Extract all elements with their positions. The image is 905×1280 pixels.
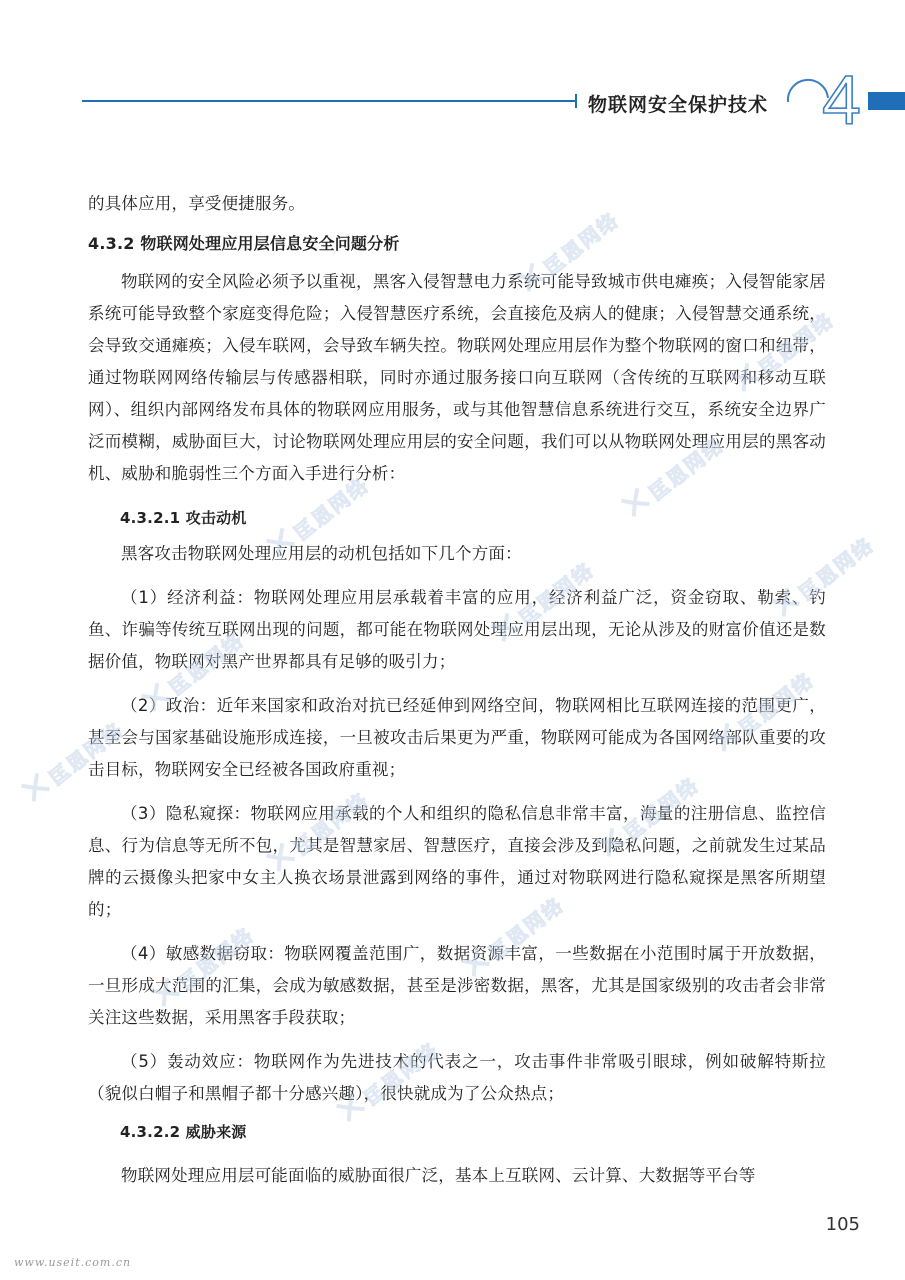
watermark-text: 匡恩网络: [164, 627, 249, 701]
watermark-text: 匡恩网络: [539, 207, 624, 281]
motive-item-1: （1）经济利益：物联网处理应用层承载着丰富的应用，经济利益广泛，资金窃取、勒索、钓鱼、诈骗等传统互联网出现的问题，都可能在物联网处理应用层出现，无论从涉及的财富价值还是数据价值，物联网对黑产世界都具有足够的吸引力；: [88, 588, 826, 671]
header-title: 物联网安全保护技术: [588, 94, 769, 116]
subsection-heading-4-3-2-2: 4.3.2.2 威胁来源: [120, 1123, 247, 1141]
section-heading-4-3-2: 4.3.2 物联网处理应用层信息安全问题分析: [88, 234, 400, 253]
watermark-text: 匡恩网络: [619, 772, 704, 846]
chapter-number: 4: [822, 61, 861, 130]
watermark-text: 匡恩网络: [289, 472, 374, 546]
intro-paragraph: 的具体应用，享受便捷服务。: [88, 194, 306, 213]
watermark-text: 匡恩网络: [754, 307, 839, 381]
subsection-heading-4-3-2-1: 4.3.2.1 攻击动机: [120, 509, 247, 527]
threats-paragraph: 物联网处理应用层可能面临的威胁面很广泛，基本上互联网、云计算、大数据等平台等: [121, 1166, 756, 1185]
motive-item-5: （5）轰动效应：物联网作为先进技术的代表之一，攻击事件非常吸引眼球，例如破解特斯拉（貌似白帽子和黑帽子都十分感兴趣），很快就成为了公众热点；: [88, 1052, 826, 1103]
watermark-text: 匡恩网络: [174, 922, 259, 996]
motive-item-2: （2）政治：近年来国家和政治对抗已经延伸到网络空间，物联网相比互联网连接的范围更广，甚至会与国家基础设施形成连接，一旦被攻击后果更为严重，物联网可能成为各国网络部队重要的攻击目标，物联网安全已经被各国政府重视；: [88, 696, 826, 779]
watermark-text: 匡恩网络: [514, 557, 599, 631]
page-number: 105: [825, 1214, 860, 1235]
chapter-number-graphic: [782, 58, 864, 130]
motives-intro-paragraph: 黑客攻击物联网处理应用层的动机包括如下几个方面：: [121, 544, 522, 563]
watermark-text: 匡恩网络: [289, 787, 374, 861]
watermark-logo-icon: [17, 769, 53, 805]
header-rule-tick: [575, 94, 577, 108]
header-accent-block: [868, 92, 905, 110]
site-url: www.useit.com.cn: [14, 1256, 132, 1269]
page-body: [88, 188, 826, 1192]
motive-item-4: （4）敏感数据窃取：物联网覆盖范围广，数据资源丰富，一些数据在小范围时属于开放数据，一旦形成大范围的汇集，会成为敏感数据，甚至是涉密数据，黑客，尤其是国家级别的攻击者会非常关注这些数据，采用黑客手段获取；: [88, 944, 826, 1027]
watermark-text: 匡恩网络: [734, 667, 819, 741]
header-rule: [82, 100, 577, 102]
watermark-text: 匡恩网络: [44, 717, 129, 791]
motive-item-3: （3）隐私窥探：物联网应用承载的个人和组织的隐私信息非常丰富，海量的注册信息、监控信息、行为信息等无所不包，尤其是智慧家居、智慧医疗，直接会涉及到隐私问题，之前就发生过某品牌的云摄像头把家中女主人换衣场景泄露到网络的事件，通过对物联网进行隐私窥探是黑客所期望的；: [88, 804, 826, 919]
section-paragraph-4-3-2: 物联网的安全风险必须予以重视，黑客入侵智慧电力系统可能导致城市供电瘫痪；入侵智能家居系统可能导致整个家庭变得危险；入侵智慧医疗系统，会直接危及病人的健康；入侵智慧交通系统，会导致交通瘫痪；入侵车联网，会导致车辆失控。物联网处理应用层作为整个物联网的窗口和纽带，通过物联网网络传输层与传感器相联，同时亦通过服务接口向互联网（含传统的互联网和移动互联网）、组织内部网络发布具体的物联网应用服务，或与其他智慧信息系统进行交互，系统安全边界广泛而模糊，威胁面巨大，讨论物联网处理应用层的安全问题，我们可以从物联网处理应用层的黑客动机、威胁和脆弱性三个方面入手进行分析：: [88, 272, 826, 483]
watermark-text: 匡恩网络: [484, 892, 569, 966]
watermark-text: 匡恩网络: [794, 532, 879, 606]
watermark-text: 匡恩网络: [644, 432, 729, 506]
watermark-text: 匡恩网络: [359, 1037, 444, 1111]
